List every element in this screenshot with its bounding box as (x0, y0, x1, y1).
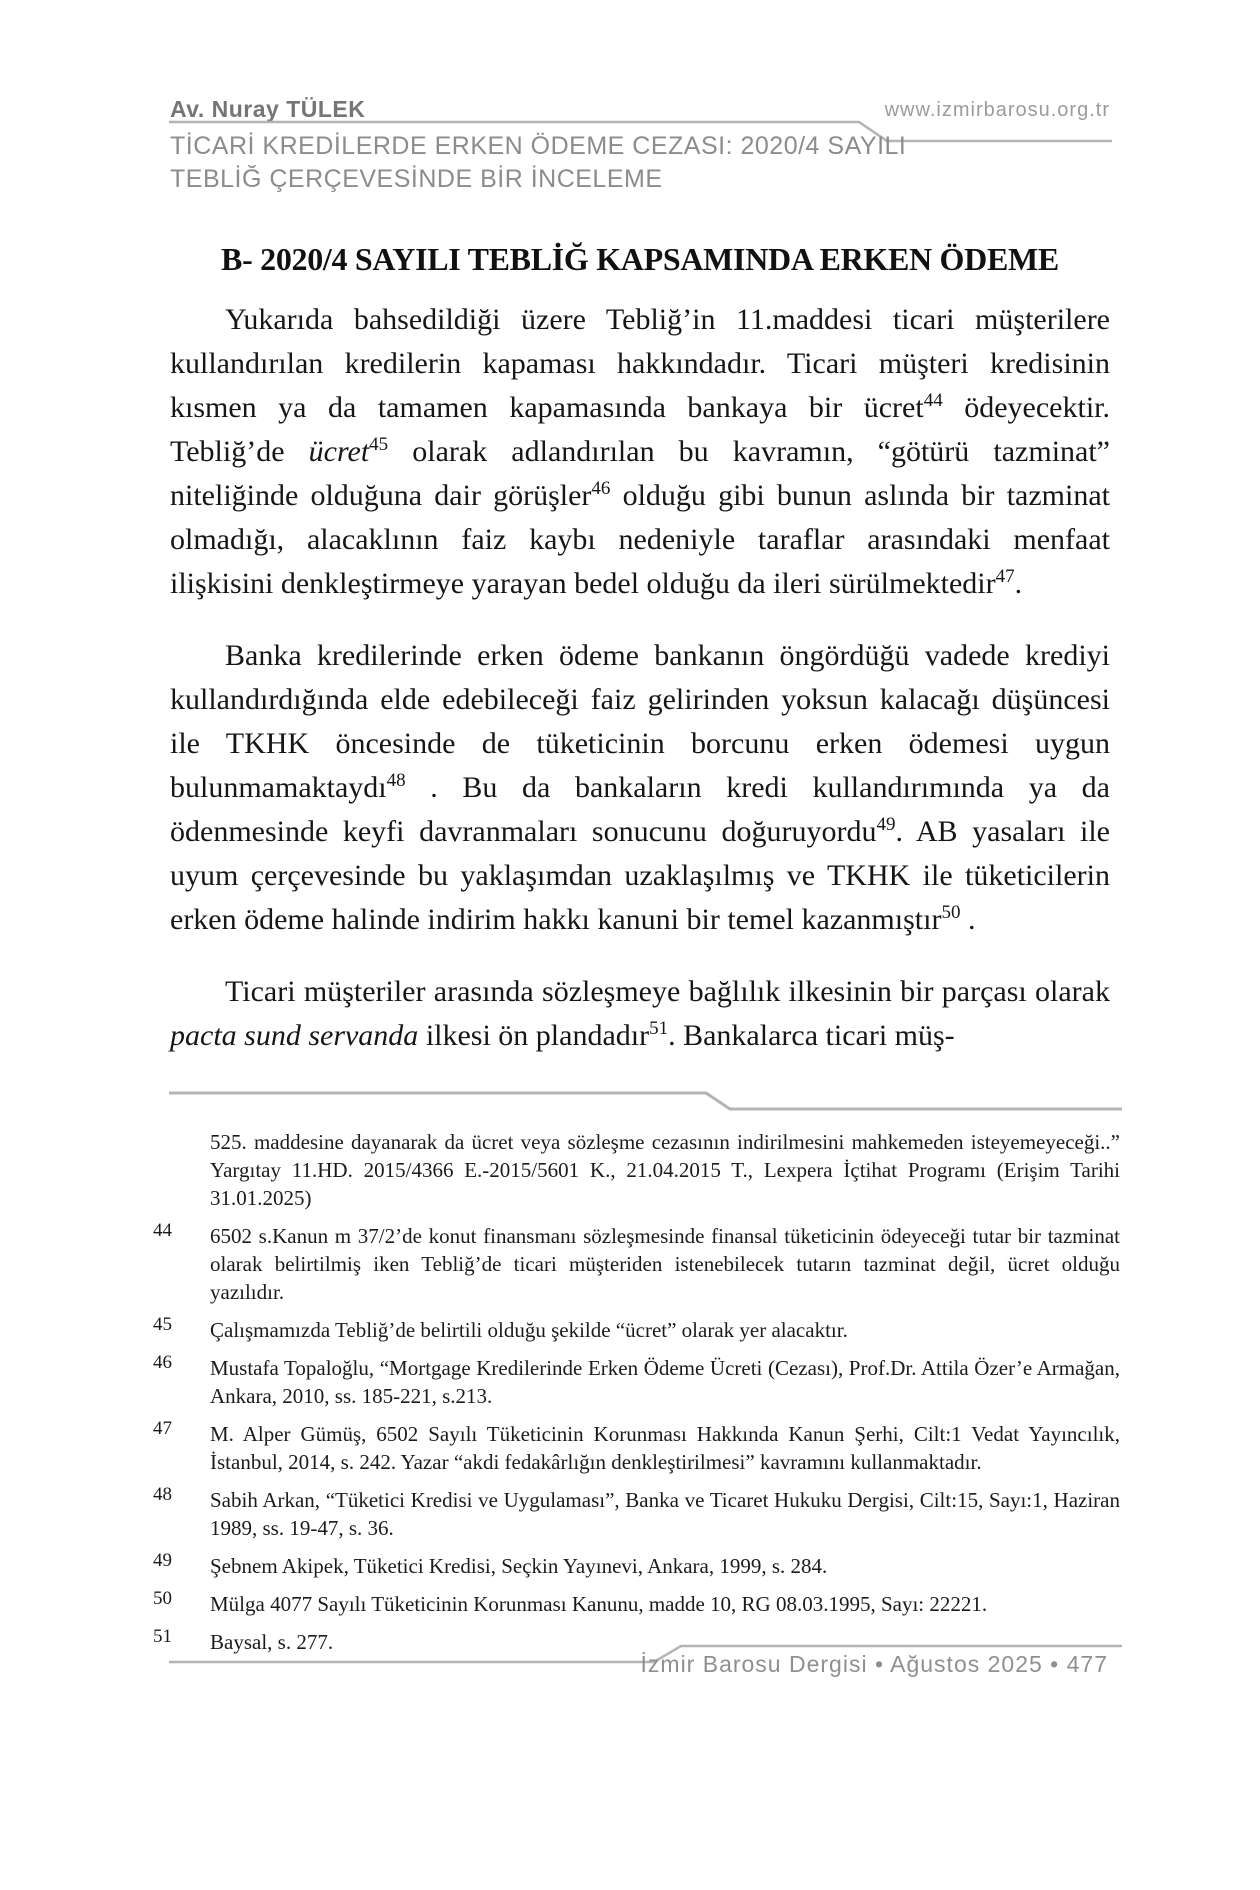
footnote-text: Mustafa Topaloğlu, “Mortgage Kredilerinde Erken Ödeme Ücreti (Cezası), Prof.Dr. Attila Özer’e Armağan, Ankara, 2010, ss. 185-221, s.213. (210, 1356, 1120, 1408)
footnote-text: Çalışmamızda Tebliğ’de belirtili olduğu şekilde “ücret” olarak yer alacaktır. (210, 1318, 848, 1342)
footnote-item (153, 1420, 1120, 1476)
footnote-ref: 44 (923, 390, 943, 411)
footnote-text: Sabih Arkan, “Tüketici Kredisi ve Uygulaması”, Banka ve Ticaret Hukuku Dergisi, Cilt:15, Sayı:1, Haziran 1989, ss. 19-47, s. 36. (210, 1488, 1120, 1540)
footnote-text: M. Alper Gümüş, 6502 Sayılı Tüketicinin Korunması Hakkında Kanun Şerhi, Cilt:1 Vedat Yayıncılık, İstanbul, 2014, s. 242. Yazar “akdi fedakârlığın denkleştirilmesi” kavramını kullanmaktadır. (210, 1422, 1120, 1474)
body-paragraph: Ticari müşteriler arasında sözleşmeye bağlılık ilkesinin bir parçası olarak pacta sund servanda ilkesi ön plandadır$^{51}$. Bankalarca ticari müş- (170, 975, 1110, 1052)
article-body (170, 298, 1110, 1086)
website-url: www.izmirbarosu.org.tr (884, 99, 1110, 121)
footnote-ref: 48 (386, 770, 406, 791)
footnote-number: 49 (153, 1550, 172, 1571)
footnote-item (153, 1354, 1120, 1410)
footnote-ref: 47 (995, 566, 1015, 587)
footnotes-section (153, 1128, 1120, 1666)
footnote-ref: 45 (369, 434, 389, 455)
footnote-item (153, 1486, 1120, 1542)
footnote-ref: 51 (649, 1018, 669, 1039)
footnote-item (153, 1316, 1120, 1344)
footnote-continuation: 525. maddesine dayanarak da ücret veya sözleşme cezasının indirilmesini mahkemeden isteyemeyeceği..” Yargıtay 11.HD. 2015/4366 E.-2015/5601 K., 21.04.2015 T., Lexpera İçtihat Programı (Erişim Tarihi 31.01.2025) (210, 1130, 1120, 1210)
footnote-text: Şebnem Akipek, Tüketici Kredisi, Seçkin Yayınevi, Ankara, 1999, s. 284. (210, 1554, 828, 1578)
footnote-divider-rule (168, 1090, 1124, 1112)
footnote-number: 44 (153, 1220, 172, 1241)
running-title-line2: TEBLİĞ ÇERÇEVESİNDE BİR İNCELEME (170, 165, 663, 193)
footer-journal-line: İzmir Barosu Dergisi • Ağustos 2025 • 477 (640, 1651, 1108, 1677)
italic-term: pacta sund servanda (170, 1019, 419, 1052)
footnote-number: 51 (153, 1626, 172, 1647)
footnote-number: 50 (153, 1588, 172, 1609)
section-heading: B- 2020/4 SAYILI TEBLİĞ KAPSAMINDA ERKEN ÖDEME (221, 241, 1059, 277)
footnote-item (153, 1552, 1120, 1580)
italic-term: ücret (308, 435, 370, 468)
author-name: Av. Nuray TÜLEK (170, 96, 366, 122)
footnote-text: 6502 s.Kanun m 37/2’de konut finansmanı sözleşmesinde finansal tüketicinin ödeyeceği tutar bir tazminat olarak belirtilmiş iken Tebliğ’de ticari müşteriden istenebilecek tutarın tazminat değil, ücret olduğu yazılıdır. (210, 1224, 1120, 1304)
footnote-number: 46 (153, 1352, 172, 1373)
body-paragraph: Yukarıda bahsedildiği üzere Tebliğ’in 11.maddesi ticari müşterilere kullandırılan kredilerin kapaması hakkındadır. Ticari müşteri kredisinin kısmen ya da tamamen kapamasında bankaya bir ücret$^{44}$ ödeyecektir. Tebliğ’de ücret$^{45}$ olarak adlandırılan bu kavramın, “götürü tazminat” niteliğinde olduğuna dair görüşler$^{46}$ olduğu gibi bunun aslında bir tazminat olmadığı, alacaklının faiz kaybı nedeniyle taraflar arasındaki menfaat ilişkisini denkleştirmeye yarayan bedel olduğu da ileri sürülmektedir$^{47}$. (170, 303, 1110, 600)
footnote-ref: 49 (876, 814, 896, 835)
running-title-line1: TİCARİ KREDİLERDE ERKEN ÖDEME CEZASI: 2020/4 SAYILI (170, 132, 907, 160)
footnote-ref: 46 (591, 478, 611, 499)
footnote-number: 45 (153, 1314, 172, 1335)
footnote-text: Mülga 4077 Sayılı Tüketicinin Korunması Kanunu, madde 10, RG 08.03.1995, Sayı: 22221. (210, 1592, 988, 1616)
footnote-number: 48 (153, 1484, 172, 1505)
body-paragraph: Banka kredilerinde erken ödeme bankanın öngördüğü vadede krediyi kullandırdığında elde edebileceği faiz gelirinden yoksun kalacağı düşüncesi ile TKHK öncesinde de tüketicinin borcunu erken ödemesi uygun bulunmamaktaydı$^{48}$ . Bu da bankaların kredi kullandırımında ya da ödenmesinde keyfi davranmaları sonucunu doğuruyordu$^{49}$. AB yasaları ile uyum çerçevesinde bu yaklaşımdan uzaklaşılmış ve TKHK ile tüketicilerin erken ödeme halinde indirim hakkı kanuni bir temel kazanmıştır$^{50}$ . (170, 639, 1110, 936)
footnote-item (153, 1590, 1120, 1618)
footnote-ref: 50 (941, 902, 961, 923)
footnote-number: 47 (153, 1418, 172, 1439)
footnote-text: Baysal, s. 277. (210, 1630, 334, 1654)
footnote-item (153, 1222, 1120, 1306)
running-title (170, 130, 906, 196)
